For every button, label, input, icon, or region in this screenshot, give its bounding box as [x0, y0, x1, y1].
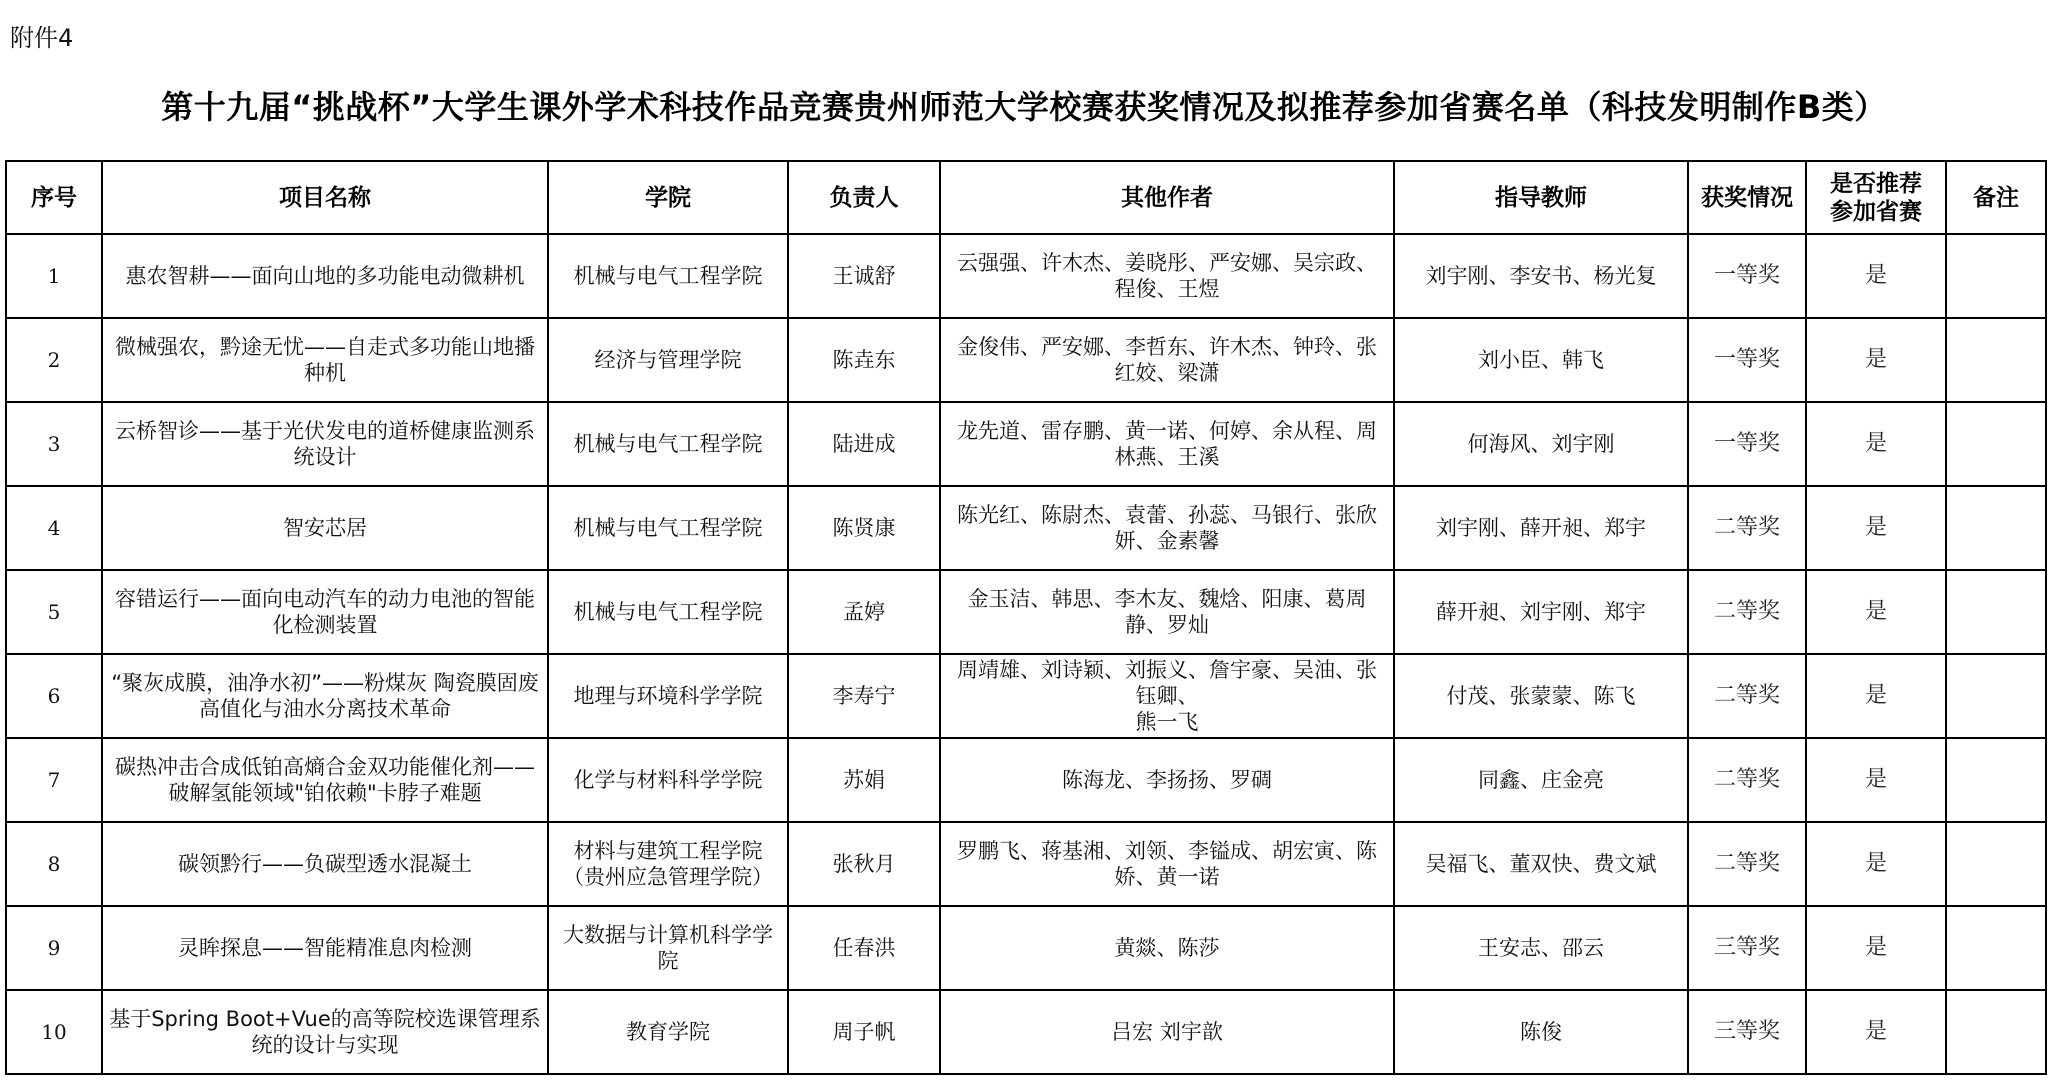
cell-award-text: 三等奖	[1713, 935, 1780, 960]
header-note: 备注	[1946, 161, 2046, 234]
cell-authors	[940, 402, 1394, 486]
attachment-label: 附件4	[10, 24, 74, 52]
cell-college	[548, 906, 788, 990]
table-row	[6, 318, 2046, 402]
cell-authors	[940, 990, 1394, 1074]
cell-project	[102, 654, 548, 738]
cell-recommend	[1806, 822, 1946, 906]
cell-leader	[788, 570, 940, 654]
cell-no	[6, 486, 102, 570]
cell-project	[102, 318, 548, 402]
cell-award-text: 二等奖	[1713, 851, 1780, 876]
table-row	[6, 654, 2046, 738]
cell-college	[548, 318, 788, 402]
cell-no	[6, 234, 102, 318]
cell-authors-text: 金玉洁、韩思、李木友、魏焓、阳康、葛周静、罗灿	[967, 587, 1367, 637]
cell-advisors	[1394, 738, 1688, 822]
header-college: 学院	[548, 161, 788, 234]
cell-project-text: 碳领黔行——负碳型透水混凝土	[178, 852, 472, 876]
award-table-container	[5, 160, 2045, 1075]
cell-note	[1946, 570, 2046, 654]
cell-recommend-text: 是	[1864, 935, 1887, 960]
cell-note	[1946, 402, 2046, 486]
cell-award	[1688, 570, 1806, 654]
cell-no	[6, 738, 102, 822]
cell-project	[102, 486, 548, 570]
cell-advisors-text: 何海风、刘宇刚	[1467, 432, 1615, 456]
cell-college	[548, 570, 788, 654]
cell-no-text: 9	[47, 936, 61, 960]
cell-no	[6, 654, 102, 738]
cell-advisors-text: 陈俊	[1520, 1020, 1562, 1044]
cell-note	[1946, 318, 2046, 402]
cell-leader	[788, 318, 940, 402]
cell-project-text: “聚灰成膜，油净水初”——粉煤灰 陶瓷膜固废高值化与油水分离技术革命	[111, 671, 539, 721]
cell-authors	[940, 570, 1394, 654]
cell-recommend	[1806, 570, 1946, 654]
cell-advisors	[1394, 402, 1688, 486]
cell-leader-text: 苏娟	[843, 768, 885, 792]
cell-leader	[788, 738, 940, 822]
cell-leader	[788, 990, 940, 1074]
cell-advisors-text: 刘宇刚、薛开昶、郑宇	[1436, 516, 1646, 540]
cell-project-text: 灵眸探息——智能精准息肉检测	[178, 936, 472, 960]
cell-award	[1688, 234, 1806, 318]
table-row	[6, 990, 2046, 1074]
header-no: 序号	[6, 161, 102, 234]
cell-no-text: 4	[47, 516, 61, 540]
cell-recommend-text: 是	[1864, 431, 1887, 456]
cell-award	[1688, 654, 1806, 738]
cell-recommend-text: 是	[1864, 1019, 1887, 1044]
cell-college-text: 机械与电气工程学院	[573, 264, 763, 288]
cell-advisors	[1394, 654, 1688, 738]
cell-recommend	[1806, 990, 1946, 1074]
cell-authors-text: 吕宏 刘宇歆	[1111, 1020, 1223, 1044]
cell-project-text: 微械强农，黔途无忧——自走式多功能山地播种机	[115, 335, 535, 385]
table-row	[6, 906, 2046, 990]
cell-leader	[788, 822, 940, 906]
header-leader: 负责人	[788, 161, 940, 234]
cell-note	[1946, 234, 2046, 318]
cell-leader-text: 王诚舒	[832, 264, 896, 288]
cell-award	[1688, 318, 1806, 402]
table-row	[6, 738, 2046, 822]
cell-college	[548, 822, 788, 906]
header-authors: 其他作者	[940, 161, 1394, 234]
cell-no	[6, 990, 102, 1074]
cell-advisors-text: 刘小臣、韩飞	[1478, 348, 1604, 372]
cell-recommend	[1806, 906, 1946, 990]
cell-authors	[940, 486, 1394, 570]
cell-leader-text: 孟婷	[843, 600, 885, 624]
table-header-row	[6, 161, 2046, 234]
cell-award-text: 一等奖	[1713, 263, 1780, 288]
cell-note	[1946, 906, 2046, 990]
cell-award-text: 二等奖	[1713, 767, 1780, 792]
cell-authors	[940, 318, 1394, 402]
cell-leader	[788, 486, 940, 570]
cell-no	[6, 318, 102, 402]
cell-college-text: 经济与管理学院	[594, 348, 742, 372]
cell-authors-text: 陈海龙、李扬扬、罗碉	[1062, 768, 1272, 792]
cell-award-text: 一等奖	[1713, 347, 1780, 372]
cell-project-text: 基于Spring Boot+Vue的高等院校选课管理系统的设计与实现	[109, 1007, 541, 1057]
cell-recommend-text: 是	[1864, 599, 1887, 624]
cell-authors	[940, 738, 1394, 822]
cell-advisors	[1394, 570, 1688, 654]
cell-award-text: 二等奖	[1713, 683, 1780, 708]
cell-college	[548, 654, 788, 738]
award-table	[5, 160, 2047, 1075]
cell-leader-text: 李寿宁	[832, 684, 896, 708]
cell-college	[548, 738, 788, 822]
cell-recommend-text: 是	[1864, 683, 1887, 708]
cell-advisors	[1394, 906, 1688, 990]
cell-leader-text: 周子帆	[832, 1020, 896, 1044]
cell-recommend	[1806, 654, 1946, 738]
cell-leader	[788, 654, 940, 738]
cell-award	[1688, 906, 1806, 990]
cell-advisors	[1394, 318, 1688, 402]
cell-advisors	[1394, 990, 1688, 1074]
cell-recommend-text: 是	[1864, 851, 1887, 876]
cell-leader-text: 陈垚东	[832, 348, 896, 372]
cell-no-text: 2	[47, 348, 61, 372]
cell-project	[102, 822, 548, 906]
cell-recommend	[1806, 738, 1946, 822]
cell-authors-text: 周靖雄、刘诗颖、刘振义、詹宇豪、吴油、张钰卿、 熊一飞	[957, 658, 1377, 734]
cell-project	[102, 990, 548, 1074]
cell-project	[102, 570, 548, 654]
cell-note	[1946, 654, 2046, 738]
cell-college-text: 教育学院	[626, 1020, 710, 1044]
cell-note	[1946, 822, 2046, 906]
cell-recommend-text: 是	[1864, 263, 1887, 288]
cell-leader-text: 张秋月	[832, 852, 896, 876]
cell-no-text: 8	[47, 852, 61, 876]
cell-award	[1688, 738, 1806, 822]
cell-college	[548, 486, 788, 570]
document-title: 第十九届“挑战杯”大学生课外学术科技作品竞赛贵州师范大学校赛获奖情况及拟推荐参加省赛名单（科技发明制作B类）	[161, 88, 1887, 126]
cell-no	[6, 402, 102, 486]
cell-college	[548, 402, 788, 486]
cell-award	[1688, 402, 1806, 486]
cell-leader-text: 陈贤康	[832, 516, 896, 540]
cell-recommend	[1806, 402, 1946, 486]
cell-no-text: 5	[47, 600, 61, 624]
cell-award-text: 二等奖	[1713, 599, 1780, 624]
cell-recommend-text: 是	[1864, 347, 1887, 372]
cell-leader-text: 任春洪	[832, 936, 896, 960]
cell-college	[548, 234, 788, 318]
cell-leader	[788, 402, 940, 486]
header-recommend: 是否推荐 参加省赛	[1806, 161, 1946, 234]
cell-college-text: 地理与环境科学学院	[573, 684, 763, 708]
cell-advisors-text: 同鑫、庄金亮	[1478, 768, 1604, 792]
cell-college-text: 大数据与计算机科学学院	[563, 923, 773, 973]
cell-authors	[940, 654, 1394, 738]
cell-advisors-text: 王安志、邵云	[1478, 936, 1604, 960]
cell-advisors-text: 付茂、张蒙蒙、陈飞	[1446, 684, 1636, 708]
cell-project-text: 碳热冲击合成低铂高熵合金双功能催化剂——破解氢能领域"铂依赖"卡脖子难题	[115, 755, 535, 805]
cell-award-text: 一等奖	[1713, 431, 1780, 456]
cell-authors-text: 罗鹏飞、蒋基湘、刘领、李镒成、胡宏寅、陈娇、黄一诺	[957, 839, 1377, 889]
cell-no	[6, 906, 102, 990]
cell-advisors	[1394, 486, 1688, 570]
cell-project-text: 云桥智诊——基于光伏发电的道桥健康监测系统设计	[115, 419, 535, 469]
cell-no-text: 6	[47, 684, 61, 708]
cell-no	[6, 822, 102, 906]
header-award: 获奖情况	[1688, 161, 1806, 234]
cell-award	[1688, 822, 1806, 906]
cell-project	[102, 234, 548, 318]
cell-authors	[940, 234, 1394, 318]
header-project: 项目名称	[102, 161, 548, 234]
cell-note	[1946, 486, 2046, 570]
cell-college	[548, 990, 788, 1074]
cell-no-text: 1	[47, 264, 61, 288]
cell-project-text: 容错运行——面向电动汽车的动力电池的智能化检测装置	[115, 587, 535, 637]
cell-no-text: 7	[47, 768, 61, 792]
cell-college-text: 材料与建筑工程学院（贵州应急管理学院）	[563, 839, 773, 889]
cell-project-text: 惠农智耕——面向山地的多功能电动微耕机	[125, 264, 525, 288]
cell-recommend-text: 是	[1864, 767, 1887, 792]
table-row	[6, 822, 2046, 906]
cell-authors-text: 陈光红、陈尉杰、袁蕾、孙蕊、马银行、张欣妍、金素馨	[957, 503, 1377, 553]
cell-award-text: 二等奖	[1713, 515, 1780, 540]
cell-award	[1688, 486, 1806, 570]
cell-authors-text: 黄燚、陈莎	[1114, 936, 1220, 960]
cell-no-text: 3	[47, 432, 61, 456]
cell-award	[1688, 990, 1806, 1074]
cell-award-text: 三等奖	[1713, 1019, 1780, 1044]
cell-college-text: 机械与电气工程学院	[573, 432, 763, 456]
cell-leader	[788, 906, 940, 990]
cell-no	[6, 570, 102, 654]
cell-recommend	[1806, 234, 1946, 318]
cell-authors	[940, 906, 1394, 990]
cell-no-text: 10	[41, 1020, 67, 1044]
cell-authors-text: 金俊伟、严安娜、李哲东、许木杰、钟玲、张红姣、梁潇	[957, 335, 1377, 385]
table-row	[6, 234, 2046, 318]
cell-project	[102, 906, 548, 990]
cell-recommend-text: 是	[1864, 515, 1887, 540]
cell-note	[1946, 990, 2046, 1074]
cell-recommend	[1806, 318, 1946, 402]
cell-recommend	[1806, 486, 1946, 570]
cell-leader-text: 陆进成	[832, 432, 896, 456]
table-row	[6, 402, 2046, 486]
table-body	[6, 234, 2046, 1074]
cell-project-text: 智安芯居	[283, 516, 367, 540]
table-row	[6, 570, 2046, 654]
table-row	[6, 486, 2046, 570]
cell-project	[102, 738, 548, 822]
cell-advisors-text: 刘宇刚、李安书、杨光复	[1425, 264, 1657, 288]
cell-authors-text: 云强强、许木杰、姜晓彤、严安娜、吴宗政、程俊、王煜	[957, 251, 1377, 301]
cell-authors	[940, 822, 1394, 906]
cell-college-text: 机械与电气工程学院	[573, 516, 763, 540]
cell-authors-text: 龙先道、雷存鹏、黄一诺、何婷、余从程、周林燕、王溪	[957, 419, 1377, 469]
cell-advisors	[1394, 234, 1688, 318]
cell-note	[1946, 738, 2046, 822]
header-advisors: 指导教师	[1394, 161, 1688, 234]
cell-advisors	[1394, 822, 1688, 906]
cell-leader	[788, 234, 940, 318]
cell-college-text: 机械与电气工程学院	[573, 600, 763, 624]
cell-advisors-text: 吴福飞、董双快、费文斌	[1425, 852, 1657, 876]
cell-project	[102, 402, 548, 486]
cell-college-text: 化学与材料科学学院	[573, 768, 763, 792]
cell-advisors-text: 薛开昶、刘宇刚、郑宇	[1436, 600, 1646, 624]
